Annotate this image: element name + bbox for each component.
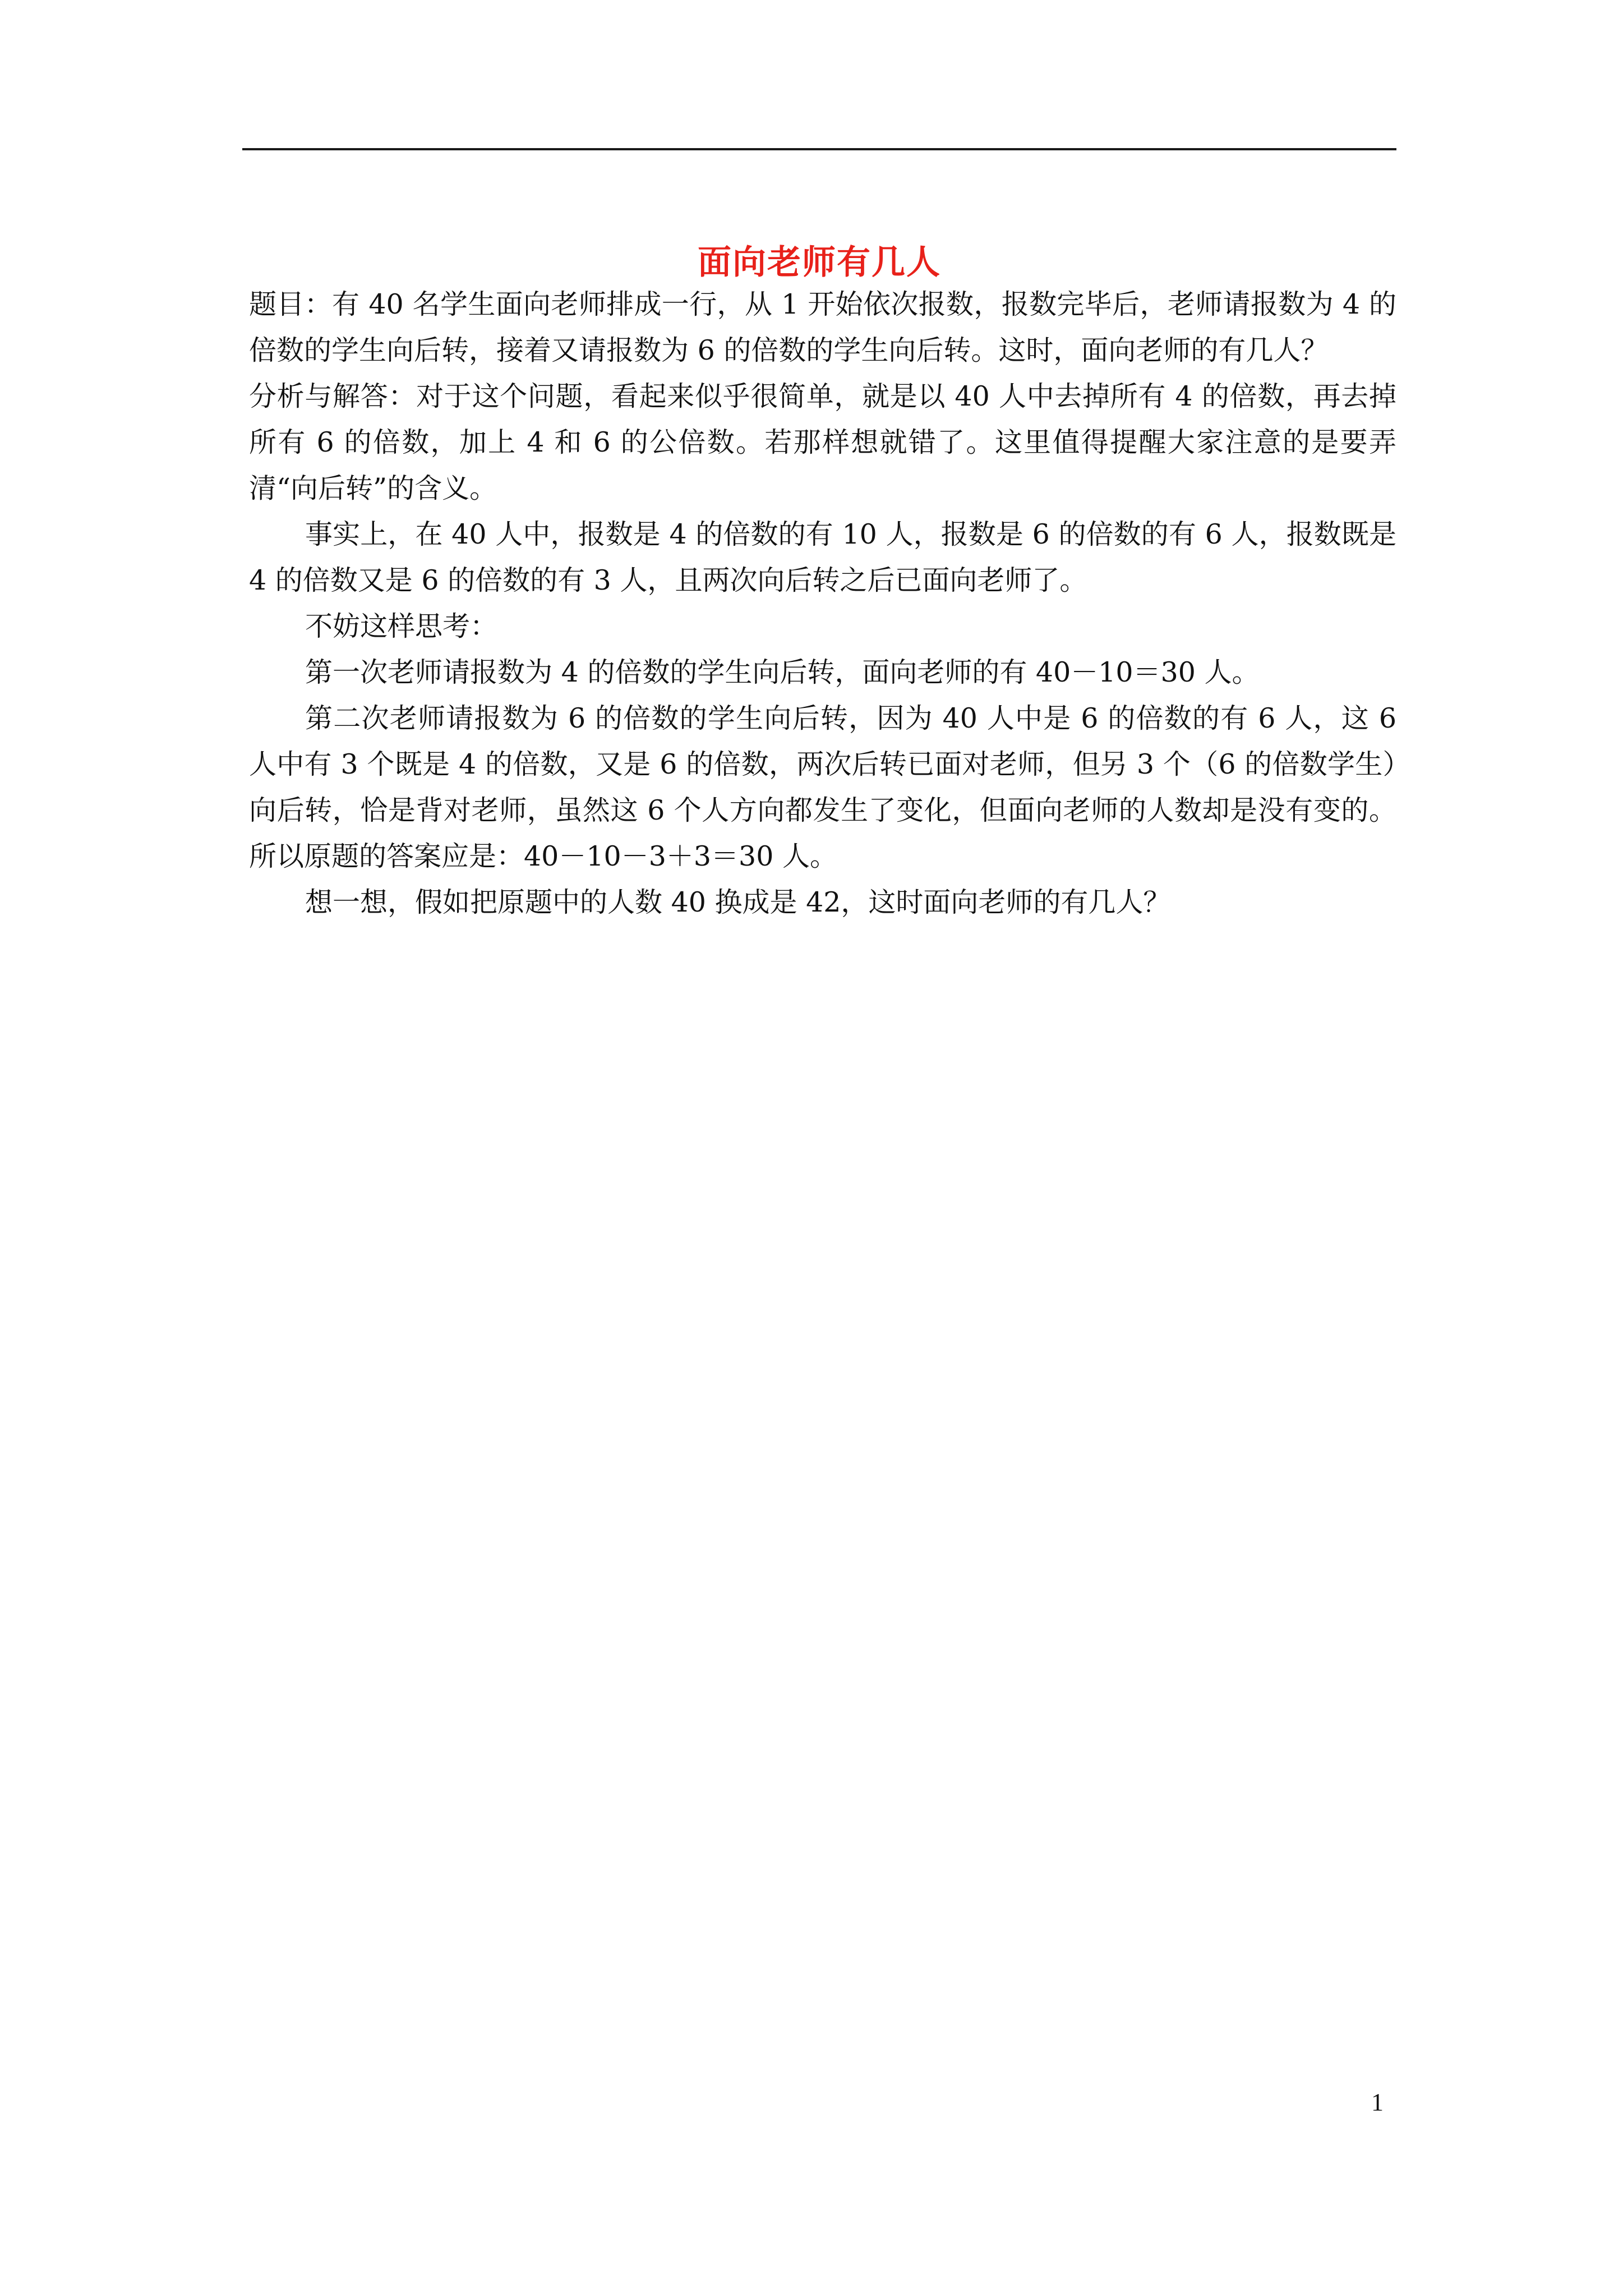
exercise-paragraph: 想一想，假如把原题中的人数 40 换成是 42，这时面向老师的有几人？: [305, 886, 1171, 918]
analysis-paragraph: 分析与解答：对于这个问题，看起来似乎很简单，就是以 40 人中去掉所有 4 的倍数，再去掉所有 6 的倍数，加上 4 和 6 的公倍数。若那样想就错了。这里值得提醒大家注意的是要弄清“向后转”的含义。: [249, 380, 1396, 504]
header-rule: [242, 148, 1396, 150]
document-title: 面向老师有几人: [698, 243, 941, 283]
page-number: 1: [1371, 2088, 1384, 2116]
second-step-paragraph: 第二次老师请报数为 6 的倍数的学生向后转，因为 40 人中是 6 的倍数的有 6 人，这 6 人中有 3 个既是 4 的倍数，又是 6 的倍数，两次后转已面对老师，但另 3 个（6 的倍数学生）向后转，恰是背对老师，虽然这 6 个人方向都发生了变化，但面向老师的人数却是没有变的。所以原题的答案应是：40－10－3＋3＝30 人。: [249, 702, 1396, 872]
think-paragraph: 不妨这样思考：: [305, 610, 498, 642]
fact-paragraph: 事实上，在 40 人中，报数是 4 的倍数的有 10 人，报数是 6 的倍数的有 6 人，报数既是 4 的倍数又是 6 的倍数的有 3 人，且两次向后转之后已面向老师了。: [249, 518, 1396, 596]
problem-paragraph: 题目：有 40 名学生面向老师排成一行，从 1 开始依次报数，报数完毕后，老师请报数为 4 的倍数的学生向后转，接着又请报数为 6 的倍数的学生向后转。这时，面向老师的有几人？: [249, 288, 1396, 366]
first-step-paragraph: 第一次老师请报数为 4 的倍数的学生向后转，面向老师的有 40－10＝30 人。: [305, 656, 1260, 688]
document-body: [249, 282, 1396, 926]
